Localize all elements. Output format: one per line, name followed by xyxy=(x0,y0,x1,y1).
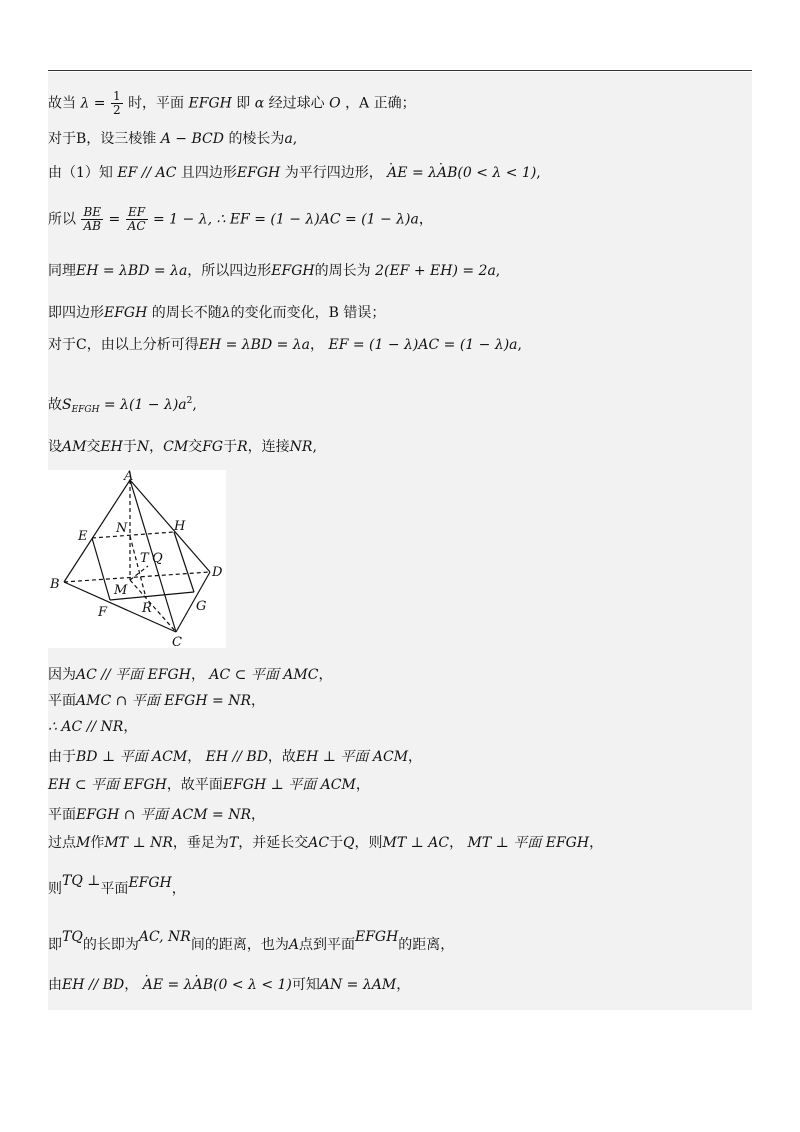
header-rule xyxy=(48,70,752,71)
line-6: 即四边形EFGH 的周长不随λ的变化而变化，B 错误； xyxy=(48,305,386,321)
line-18: 即TQ的长即为AC, NR间的距离，也为A点到平面EFGH的距离， xyxy=(48,929,455,953)
line-8: 故$S_{EFGH} = \lambda(1 - \lambda)a^2$, xyxy=(48,396,197,415)
tetrahedron-svg xyxy=(48,470,226,648)
segment-mc xyxy=(130,580,176,632)
label-r: R xyxy=(142,601,152,616)
label-e: E xyxy=(78,529,88,544)
line-2: 对于B，设三棱锥 A − BCD 的棱长为a, xyxy=(48,131,298,147)
line-16: 过点M作MT ⊥ NR，垂足为T，并延长交AC于Q，则MT ⊥ AC， MT ⊥ 平面 EFGH， xyxy=(48,835,604,851)
line-19: 由EH // BD， AE · = λAB ·(0 < λ < 1)可知AN = λAM， xyxy=(48,976,410,994)
line-11: 平面AMC ∩ 平面 EFGH = NR， xyxy=(48,693,265,709)
edge-hg xyxy=(174,532,194,592)
line-17: 则TQ ⊥平面EFGH， xyxy=(48,873,186,897)
fraction: $\frac{1}{2}$ xyxy=(112,89,121,117)
line-9: 设AM交EH于N，CM交FG于R，连接NR, xyxy=(48,439,317,455)
edge-ef xyxy=(92,538,110,600)
line-12: ∴ AC // NR， xyxy=(48,719,138,735)
label-q: Q xyxy=(152,551,163,566)
line-15: 平面EFGH ∩ 平面 ACM = NR， xyxy=(48,807,265,823)
label-g: G xyxy=(196,599,207,614)
tetrahedron-figure xyxy=(48,470,226,648)
label-m: M xyxy=(114,583,128,598)
label-h: H xyxy=(174,519,186,534)
label-f: F xyxy=(98,605,108,620)
line-13: 由于BD ⊥ 平面 ACM， EH // BD，故EH ⊥ 平面 ACM， xyxy=(48,749,423,765)
line-5: 同理EH = λBD = λa，所以四边形EFGH的周长为 2(EF + EH) = 2a, xyxy=(48,263,501,279)
document-body xyxy=(48,72,752,1010)
label-a: A xyxy=(124,470,134,484)
line-1: 故当 λ = $\frac{1}{2}$ 时，平面 EFGH 即 α 经过球心 O ，A 正确； xyxy=(48,89,416,117)
line-7: 对于C，由以上分析可得EH = λBD = λa， EF = (1 − λ)AC = (1 − λ)a, xyxy=(48,337,522,353)
label-c: C xyxy=(172,635,182,648)
label-b: B xyxy=(50,577,60,592)
line-10: 因为AC // 平面 EFGH， AC ⊂ 平面 AMC， xyxy=(48,667,333,683)
label-t: T xyxy=(140,551,149,566)
segment-nr xyxy=(130,536,146,598)
line-14: EH ⊂ 平面 EFGH，故平面EFGH ⊥ 平面 ACM， xyxy=(48,777,370,793)
label-n: N xyxy=(116,521,128,536)
line-3: 由（1）知 EF // AC 且四边形EFGH 为平行四边形， AE · = λAB ·(0 < λ < 1), xyxy=(48,164,541,182)
edge-eh xyxy=(92,532,174,538)
line-4: 所以 $\frac{BE}{AB}$ = $\frac{EF}{AC}$ = 1 − λ, ∴ EF = (1 − λ)AC = (1 − λ)a， xyxy=(48,205,433,233)
label-d: D xyxy=(212,565,223,580)
